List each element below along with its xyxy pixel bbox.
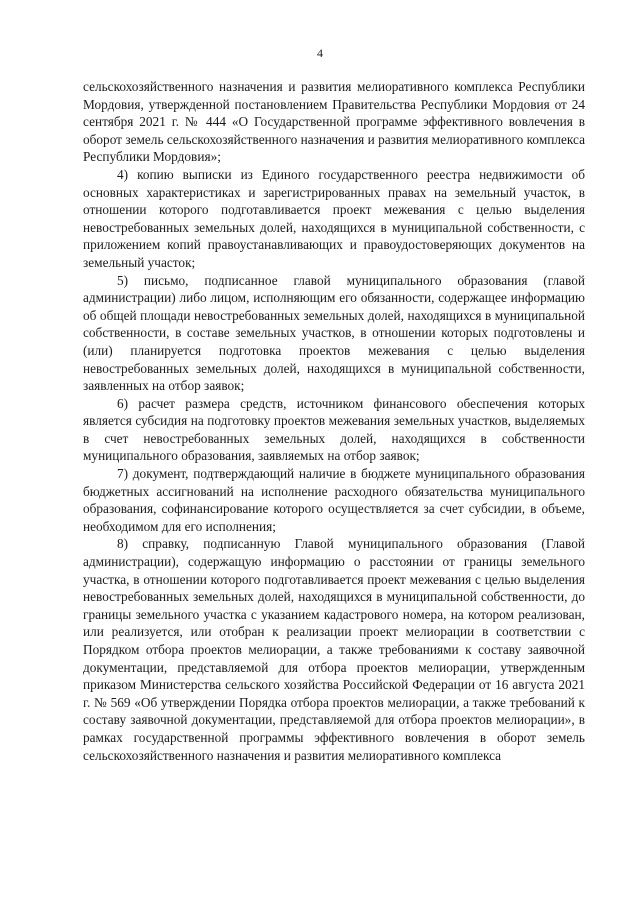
paragraph-item-4: 4) копию выписки из Единого государственного реестра недвижимости об основных характеристиках и зарегистрированных правах на земельный участок, в отношении которого подготавливается проект межевания с целью выделения невостребованных земельных долей, находящихся в муниципальной собственности, с приложением копий правоустанавливающих и правоудостоверяющих документов на земельный участок; — [83, 166, 585, 270]
document-body — [83, 78, 585, 764]
paragraph-item-8: 8) справку, подписанную Главой муниципального образования (Главой администрации), содержащую информацию о расстоянии от границы земельного участка, в отношении которого подготавливается проект межевания с целью выделения невостребованных земельных долей, находящихся в муниципальной собственности, до границы земельного участка с указанием кадастрового номера, на котором реализован, или реализуется, или отобран к реализации проект мелиорации в соответствии с Порядком отбора проектов мелиорации, а также требованиями к составу заявочной документации, представляемой для отбора проектов мелиорации, утвержденным приказом Министерства сельского хозяйства Российской Федерации от 16 августа 2021 г. № 569 «Об утверждении Порядка отбора проектов мелиорации, а также требований к составу заявочной документации, представляемой для отбора проектов мелиорации», в рамках государственной программы эффективного вовлечения в оборот земель сельскохозяйственного назначения и развития мелиоративного комплекса — [83, 536, 585, 763]
page-number: 4 — [317, 46, 323, 60]
paragraph-item-6: 6) расчет размера средств, источником финансового обеспечения которых является субсидия на подготовку проектов межевания земельных участков, выделяемых в счет невостребованных земельных долей, находящихся в собственности муниципального образования, заявляемых на отбор заявок; — [83, 395, 585, 464]
paragraph-item-7: 7) документ, подтверждающий наличие в бюджете муниципального образования бюджетных ассигнований на исполнение расходного обязательства муниципального образования, софинансирование которого осуществляется за счет субсидии, в объеме, необходимом для его исполнения; — [83, 466, 585, 534]
paragraph-item-5: 5) письмо, подписанное главой муниципального образования (главой администрации) либо лицом, исполняющим его обязанности, содержащее информацию об общей площади невостребованных земельных долей, находящихся в муниципальной собственности, в составе земельных участков, в отношении которых подготовлены и (или) планируется подготовка проектов межевания с целью выделения невостребованных земельных долей, находящихся в муниципальной собственности, заявленных на отбор заявок; — [83, 272, 585, 394]
paragraph-continuation: сельскохозяйственного назначения и развития мелиоративного комплекса Республики Мордовия, утвержденной постановлением Правительства Республики Мордовия от 24 сентября 2021 г. № 444 «О Государственной программе эффективного вовлечения в оборот земель сельскохозяйственного назначения и развития мелиоративного комплекса Республики Мордовия»; — [83, 79, 585, 165]
